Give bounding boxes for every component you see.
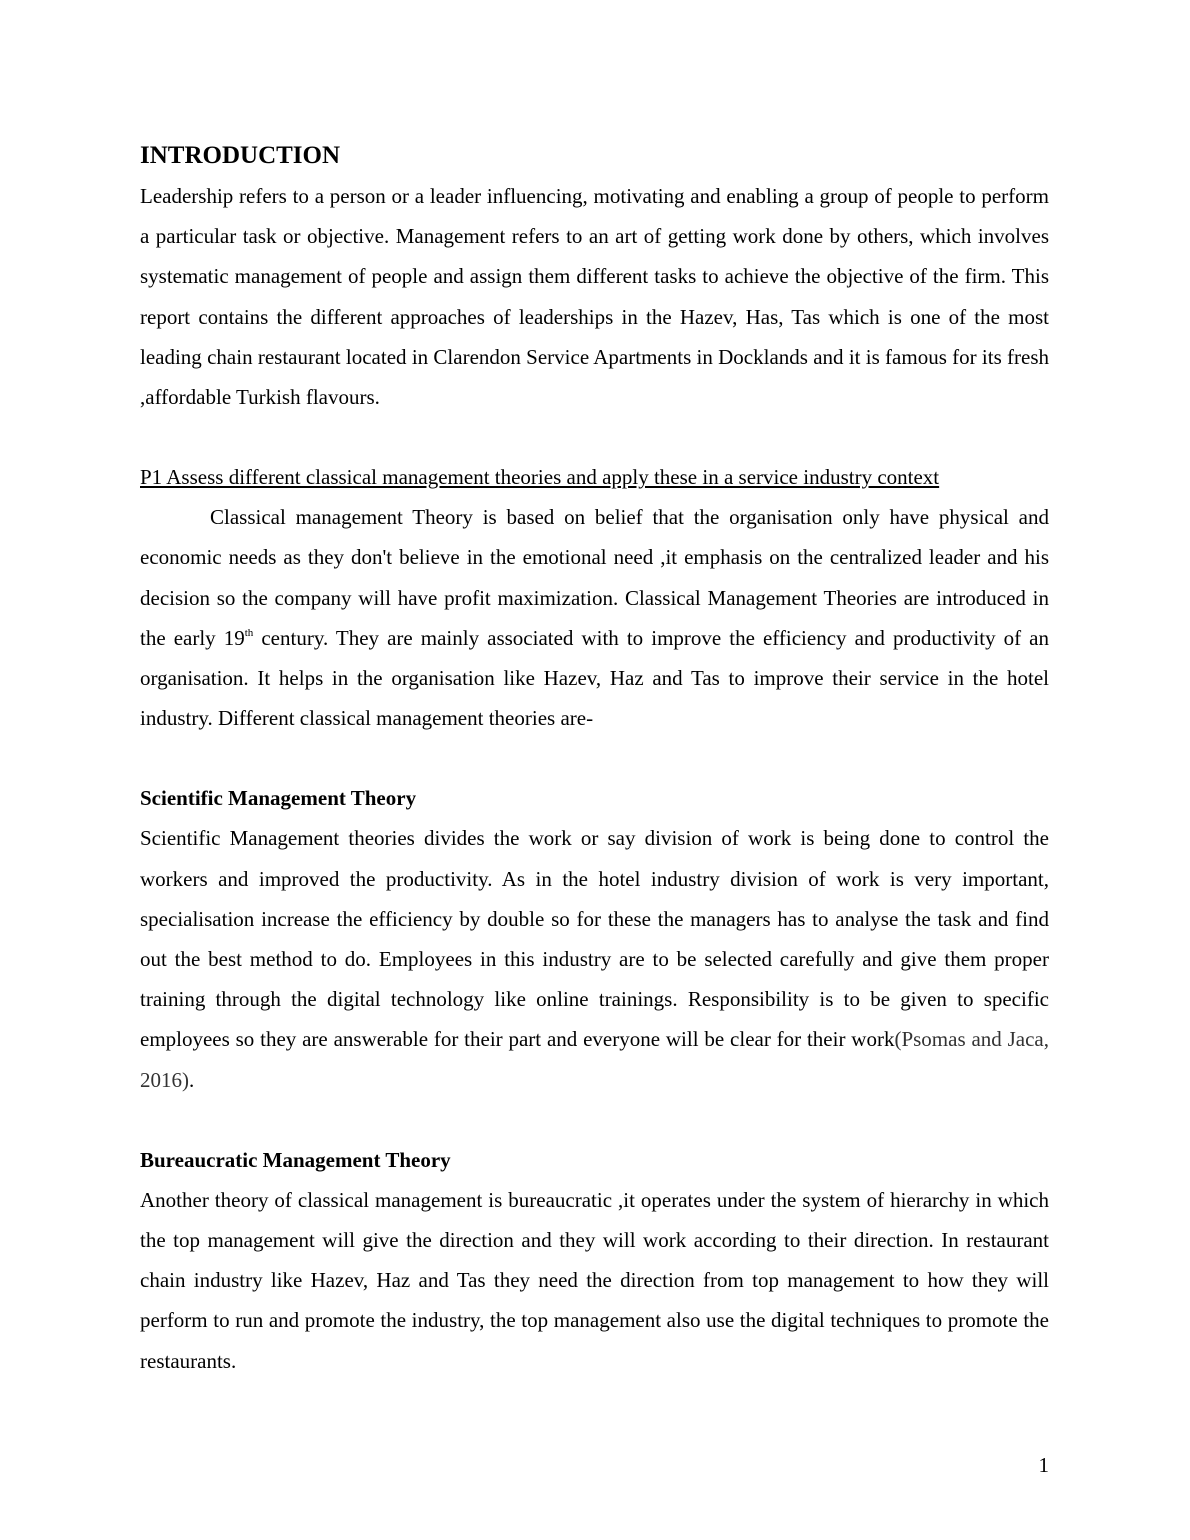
p1-paragraph-text-2: century. They are mainly associated with to improve the efficiency and productivity of an organisation. It helps in the organisation like Hazev, Haz and Tas to improve their service in the hotel industry. Different classical management theories are-	[140, 625, 1049, 731]
spacer	[140, 417, 1049, 457]
scientific-management-heading: Scientific Management Theory	[140, 786, 417, 811]
bureaucratic-management-paragraph: Another theory of classical management is bureaucratic ,it operates under the system of hierarchy in which the top management will give the direction and they will work according to their direction. In restaurant chain industry like Hazev, Haz and Tas they need the direction from top management to how they will perform to run and promote the industry, the top management also use the digital techniques to promote the restaurants.	[140, 1187, 1049, 1373]
sentence-end: .	[189, 1067, 195, 1092]
intro-paragraph: Leadership refers to a person or a leader influencing, motivating and enabling a group of people to perform a particular task or objective. Management refers to an art of getting work done by others, which involves systematic management of people and assign them different tasks to achieve the objective of the firm. This report contains the different approaches of leaderships in the Hazev, Has, Tas which is one of the most leading chain restaurant located in Clarendon Service Apartments in Docklands and it is famous for its fresh ,affordable Turkish flavours.	[140, 184, 1049, 410]
p1-paragraph-text-1: Classical management Theory is based on belief that the organisation only have physical and economic needs as they don't believe in the emotional need ,it emphasis on the centralized leader and his decision so the company will have profit maximization. Classical Management Theories are introduced in the early 19	[140, 505, 1049, 650]
scientific-paragraph-text: Scientific Management theories divides the work or say division of work is being done to control the workers and improved the productivity. As in the hotel industry division of work is very important, specialisation increase the efficiency by double so for these the managers has to analyse the task and find out the best method to do. Employees in this industry are to be selected carefully and give them proper training through the digital technology like online trainings. Responsibility is to be given to specific employees so they are answerable for their part and everyone will be clear for their work	[140, 826, 1049, 1052]
document-body	[140, 136, 1049, 1381]
introduction-heading: INTRODUCTION	[140, 142, 341, 169]
bureaucratic-management-heading: Bureaucratic Management Theory	[140, 1147, 451, 1172]
p1-paragraph	[140, 497, 1049, 738]
spacer	[140, 1100, 1049, 1140]
ordinal-superscript: th	[244, 626, 254, 639]
spacer	[140, 738, 1049, 778]
p1-task-heading: P1 Assess different classical management theories and apply these in a service industry context	[140, 465, 940, 490]
page-number: 1	[1038, 1453, 1049, 1477]
citation: (Psomas and Jaca, 2016)	[140, 1027, 1049, 1092]
scientific-management-paragraph	[140, 818, 1049, 1099]
